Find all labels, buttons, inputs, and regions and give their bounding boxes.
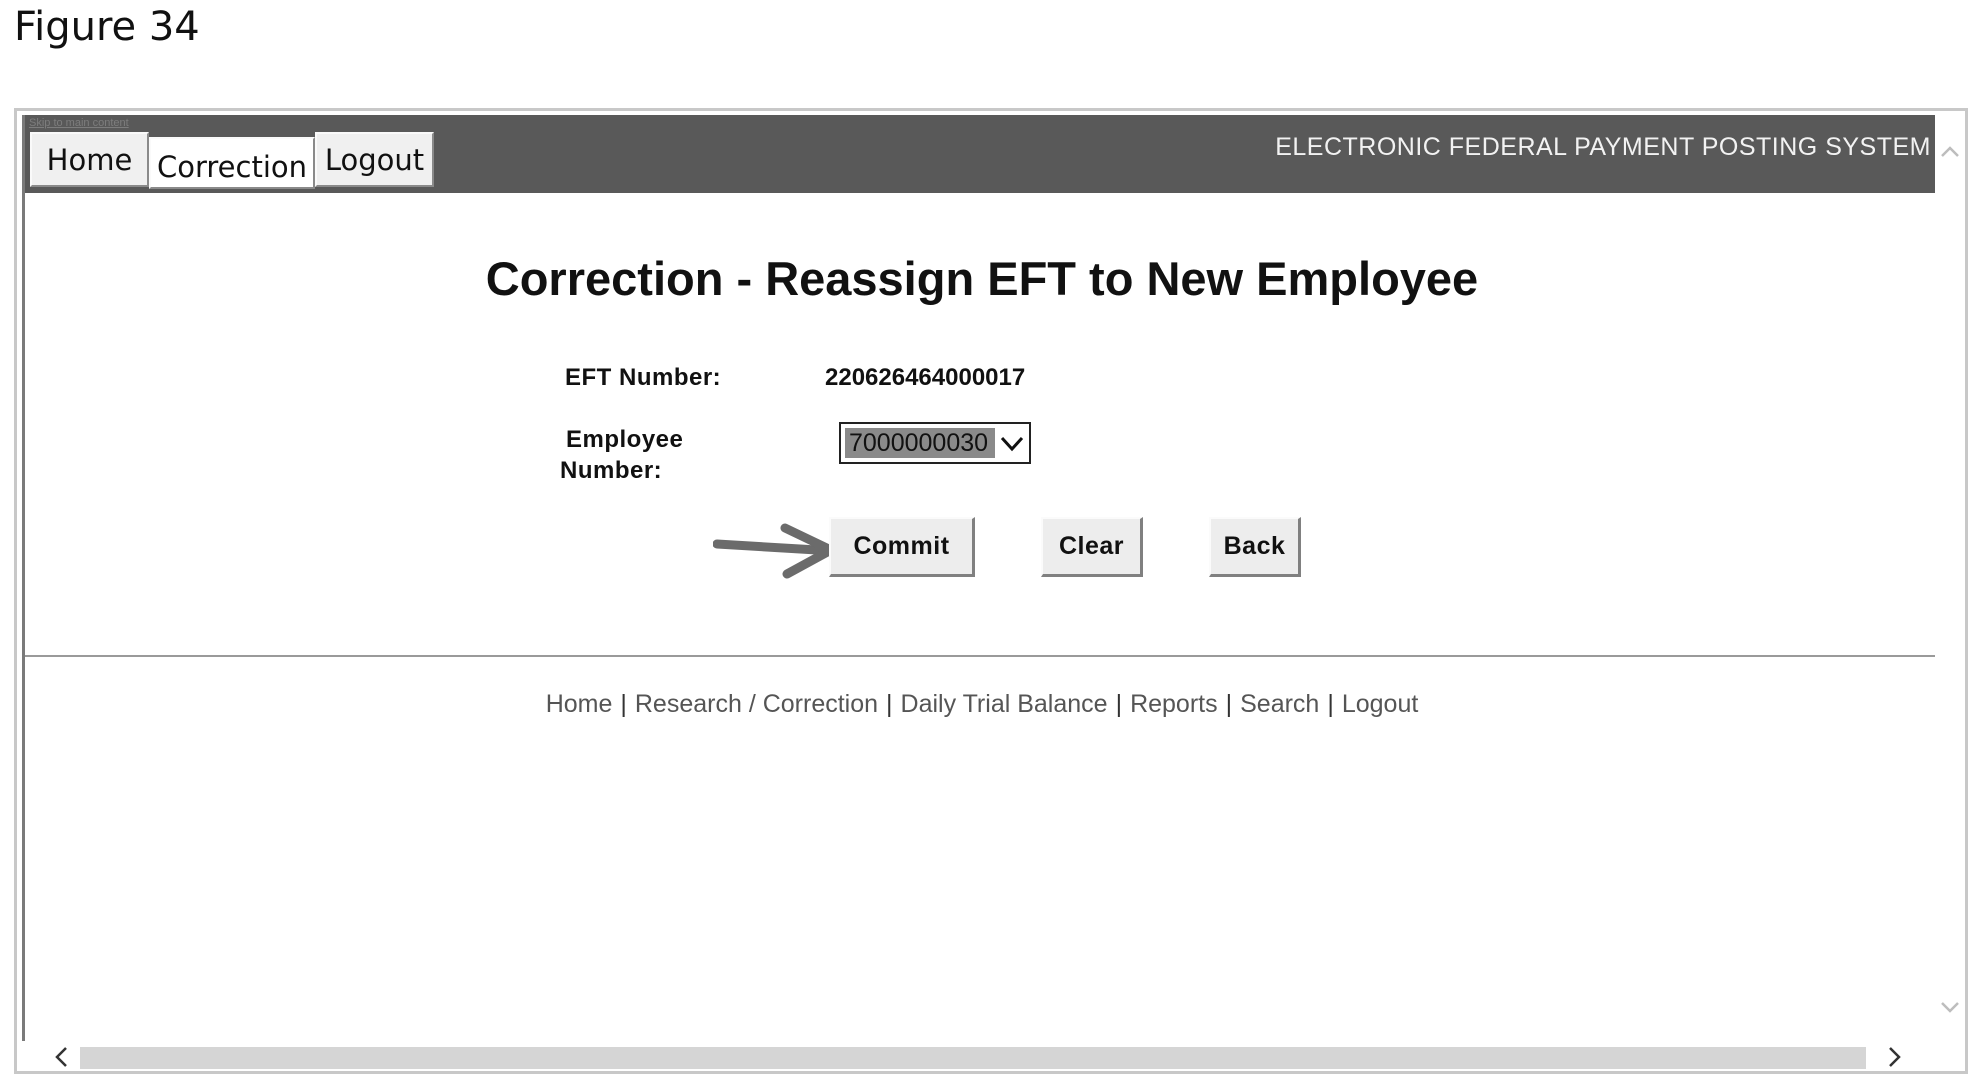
footer-separator: | [886, 690, 893, 718]
employee-number-label-line2: Number: [560, 457, 663, 484]
horizontal-scrollbar[interactable] [22, 1041, 1942, 1071]
horizontal-scrollbar-thumb[interactable] [80, 1047, 1866, 1069]
employee-number-label-line1: Employee [566, 426, 684, 453]
chevron-left-icon[interactable] [50, 1045, 74, 1069]
footer-link-search[interactable]: Search [1240, 690, 1320, 718]
footer-link-logout[interactable]: Logout [1341, 690, 1419, 718]
back-button[interactable]: Back [1209, 517, 1301, 577]
footer-link-daily-trial-balance[interactable]: Daily Trial Balance [900, 690, 1108, 718]
footer-link-home[interactable]: Home [545, 690, 613, 718]
eft-number-label: EFT Number: [565, 364, 722, 391]
tab-home[interactable]: Home [30, 132, 149, 187]
footer-separator: | [1115, 690, 1123, 718]
footer-separator: | [1225, 690, 1233, 718]
eft-number-value: 220626464000017 [825, 364, 1026, 391]
chevron-down-icon[interactable] [999, 428, 1025, 458]
footer-separator: | [1327, 690, 1334, 718]
footer-link-research-correction[interactable]: Research / Correction [634, 690, 879, 718]
figure-caption: Figure 34 [14, 4, 200, 50]
footer-nav [25, 690, 1939, 719]
commit-button[interactable]: Commit [829, 517, 975, 577]
browser-window [14, 108, 1968, 1074]
chevron-up-icon[interactable] [1939, 141, 1961, 163]
tab-correction[interactable]: Correction [149, 137, 315, 189]
employee-number-select[interactable] [839, 422, 1031, 464]
clear-button[interactable]: Clear [1041, 517, 1143, 577]
chevron-right-icon[interactable] [1882, 1045, 1906, 1069]
employee-number-selected-value: 7000000030 [845, 428, 995, 458]
page-title: Correction - Reassign EFT to New Employee [485, 252, 1479, 305]
system-title: ELECTRONIC FEDERAL PAYMENT POSTING SYSTEM [1275, 133, 1931, 161]
footer-link-reports[interactable]: Reports [1130, 690, 1218, 718]
tab-logout[interactable]: Logout [315, 132, 434, 187]
footer-divider [25, 655, 1939, 657]
header-bar [25, 115, 1939, 193]
chevron-down-icon[interactable] [1939, 996, 1961, 1018]
page-viewport [22, 115, 1939, 1045]
skip-to-content-link[interactable]: Skip to main content [29, 117, 129, 129]
arrow-right-icon [713, 520, 843, 580]
footer-separator: | [620, 690, 627, 718]
vertical-scrollbar[interactable] [1935, 111, 1965, 1045]
